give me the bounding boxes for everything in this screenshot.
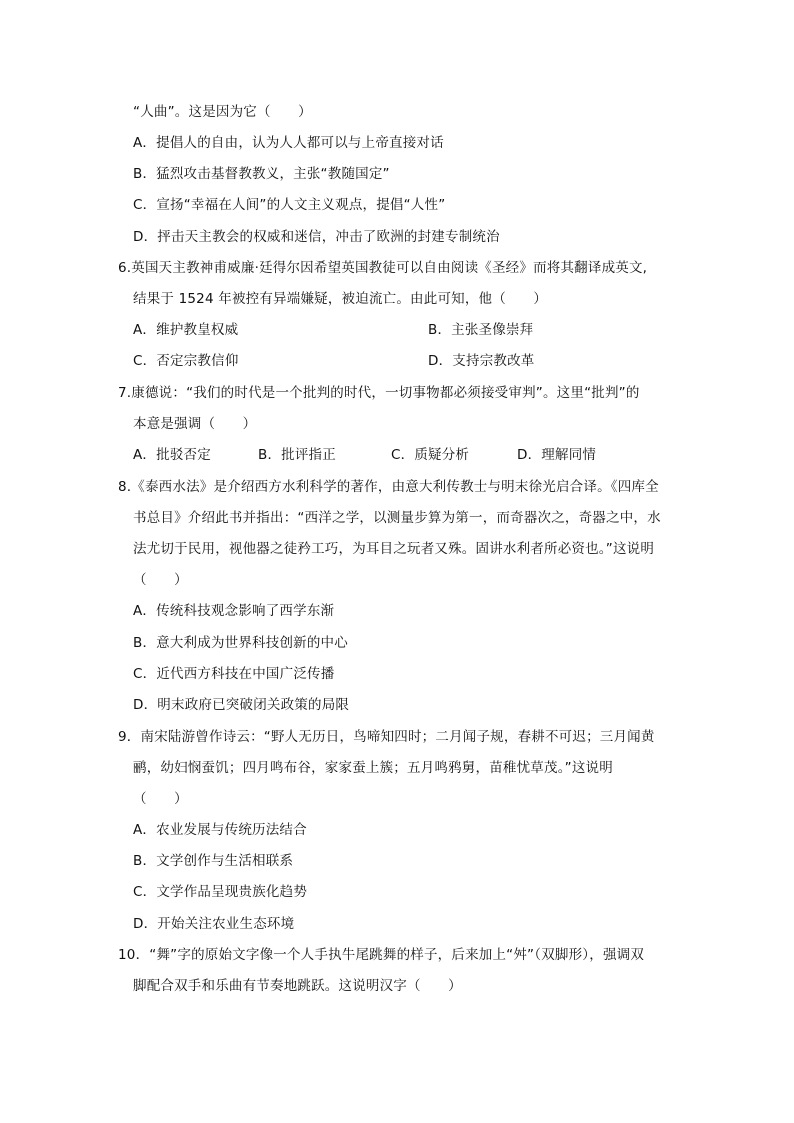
q8-option-b: B．意大利成为世界科技创新的中心 bbox=[133, 635, 348, 651]
q9-stem-line-2: 鹂，幼妇悯蚕饥；四月鸣布谷，家家蚕上簇；五月鸣鸦舅，苗稚忧草茂。”这说明 bbox=[133, 760, 613, 776]
q6-option-c: C．否定宗教信仰 bbox=[133, 353, 239, 369]
q6-option-a: A．维护教皇权威 bbox=[133, 322, 239, 338]
q10-stem-line-1: 10．“舞”字的原始文字像一个人手执牛尾跳舞的样子，后来加上“舛”（双脚形），强调双 bbox=[118, 947, 645, 963]
q6-stem-line-1: 6.英国天主教神甫威廉·廷得尔因希望英国教徒可以自由阅读《圣经》而将其翻译成英文, bbox=[118, 260, 648, 276]
q8-option-d: D．明末政府已突破闭关政策的局限 bbox=[133, 697, 350, 713]
q9-option-a: A．农业发展与传统历法结合 bbox=[133, 822, 307, 838]
q6-option-b: B．主张圣像崇拜 bbox=[428, 322, 534, 338]
q8-stem-line-1: 8.《泰西水法》是介绍西方水利科学的著作，由意大利传教士与明末徐光启合译。《四库全 bbox=[118, 479, 659, 495]
q8-stem-line-2: 书总目》介绍此书并指出：“西洋之学，以测量步算为第一，而奇器次之，奇器之中，水 bbox=[133, 510, 661, 526]
q5-option-b: B．猛烈攻击基督教教义，主张“教随国定” bbox=[133, 166, 390, 182]
q6-option-d: D．支持宗教改革 bbox=[428, 353, 535, 369]
q5-stem-continuation: “人曲”。这是因为它（ ） bbox=[133, 104, 312, 120]
q7-stem-line-2: 本意是强调（ ） bbox=[133, 416, 257, 432]
q9-stem-line-3: （ ） bbox=[133, 791, 188, 807]
q9-stem-line-1: 9．南宋陆游曾作诗云：“野人无历日，鸟啼知四时；二月闻子规，春耕不可迟；三月闻黄 bbox=[118, 729, 655, 745]
q5-option-d: D．抨击天主教会的权威和迷信，冲击了欧洲的封建专制统治 bbox=[133, 229, 500, 245]
q5-option-c: C．宣扬“幸福在人间”的人文主义观点，提倡“人性” bbox=[133, 197, 446, 213]
q6-stem-line-2: 结果于 1524 年被控有异端嫌疑，被迫流亡。由此可知，他（ ） bbox=[133, 291, 548, 307]
q5-option-a: A．提倡人的自由，认为人人都可以与上帝直接对话 bbox=[133, 135, 444, 151]
q7-stem-line-1: 7.康德说：“我们的时代是一个批判的时代，一切事物都必须接受审判”。这里“批判”的 bbox=[118, 385, 640, 401]
q8-option-c: C．近代西方科技在中国广泛传播 bbox=[133, 666, 335, 682]
q8-stem-line-4: （ ） bbox=[133, 572, 188, 588]
q7-option-b: B．批评指正 bbox=[258, 447, 336, 463]
q9-option-b: B．文学创作与生活相联系 bbox=[133, 853, 294, 869]
q7-option-a: A．批驳否定 bbox=[133, 447, 211, 463]
q7-option-d: D．理解同情 bbox=[517, 447, 597, 463]
q7-option-c: C．质疑分析 bbox=[391, 447, 470, 463]
q8-option-a: A．传统科技观念影响了西学东渐 bbox=[133, 603, 335, 619]
q9-option-c: C．文学作品呈现贵族化趋势 bbox=[133, 884, 308, 900]
q10-stem-line-2: 脚配合双手和乐曲有节奏地跳跃。这说明汉字（ ） bbox=[133, 978, 462, 994]
q9-option-d: D．开始关注农业生态环境 bbox=[133, 916, 295, 932]
q8-stem-line-3: 法尤切于民用，视他器之徒矜工巧，为耳目之玩者又殊。固讲水利者所必资也。”这说明 bbox=[133, 541, 655, 557]
